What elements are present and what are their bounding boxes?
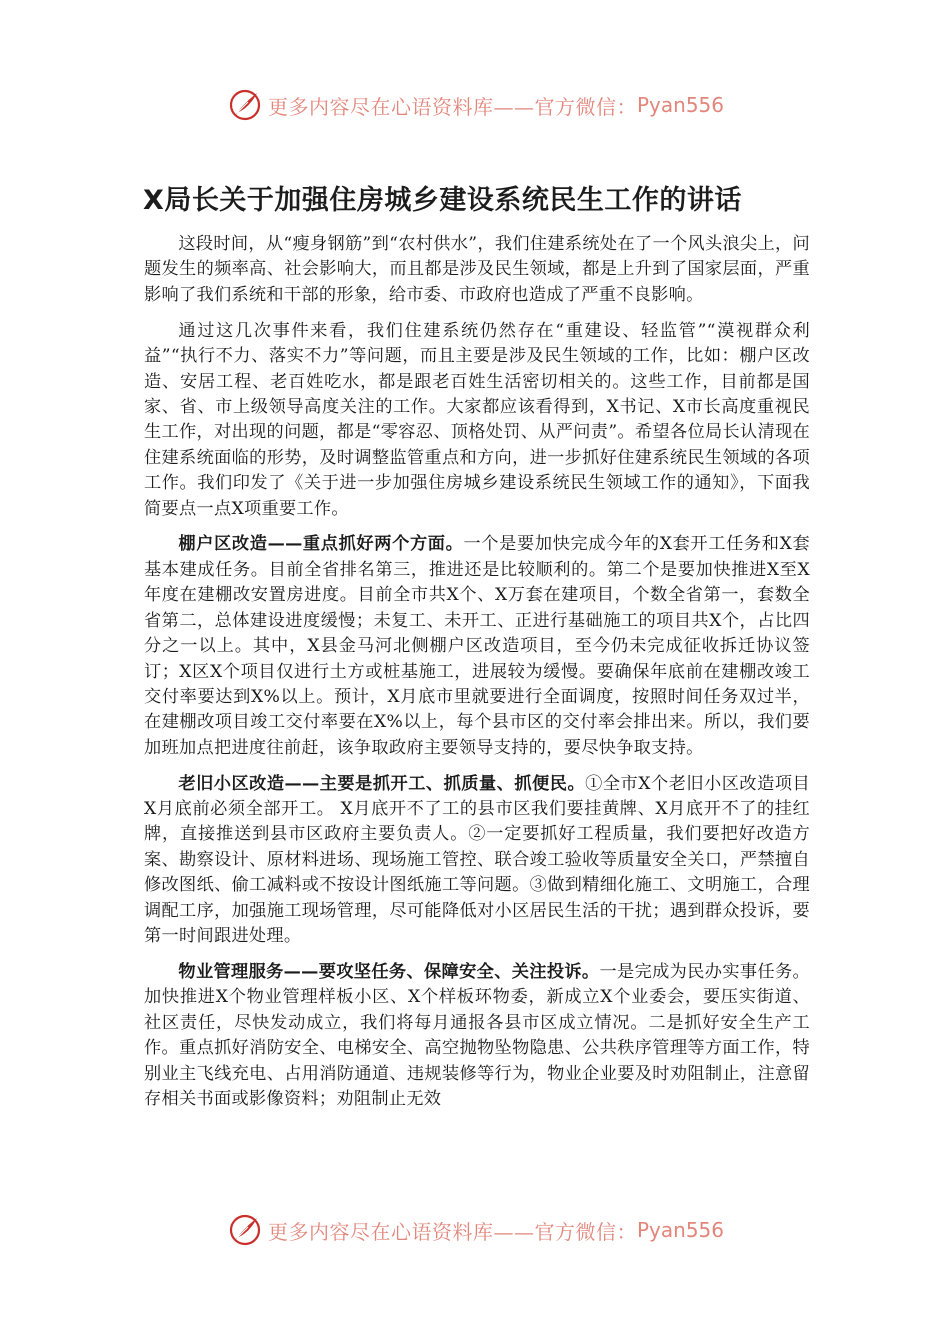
- banner-wechat-id: Pyan556: [637, 93, 725, 117]
- paragraph-text: 通过这几次事件来看，我们住建系统仍然存在“重建设、轻监管”“漠视群众利益”“执行不力、落实不力”等问题，而且主要是涉及民生领域的工作，比如：棚户区改造、安居工程、老百姓吃水，都是跟老百姓生活密切相关的。这些工作，目前都是国家、省、市上级领导高度关注的工作。大家都应该看得到，X书记、X市长高度重视民生工作，对出现的问题，都是“零容忍、顶格处罚、从严问责”。希望各位局长认清现在住建系统面临的形势，及时调整监管重点和方向，进一步抓好住建系统民生领域的各项工作。我们印发了《关于进一步加强住房城乡建设系统民生领域工作的通知》，下面我简要点一点X项重要工作。: [144, 320, 810, 519]
- paragraph-text: 一个是要加快完成今年的X套开工任务和X套基本建成任务。目前全省排名第三，推进还是比较顺利的。第二个是要加快推进X至X年度在建棚改安置房进度。目前全市共X个、X万套在建项目，个数全省第一，套数全省第二，总体建设进度缓慢；未复工、未开工、正进行基础施工的项目共X个，占比四分之一以上。其中，X县金马河北侧棚户区改造项目，至今仍未完成征收拆迁协议签订；X区X个项目仅进行土方或桩基施工，进展较为缓慢。要确保年底前在建棚改竣工交付率要达到X%以上。预计，X月底市里就要进行全面调度，按照时间任务双过半，在建棚改项目竣工交付率要在X%以上，每个县市区的交付率会排出来。所以，我们要加班加点把进度往前赶，该争取政府主要领导支持的，要尽快争取支持。: [144, 534, 810, 758]
- paragraph-lead: 棚户区改造——重点抓好两个方面。: [178, 534, 464, 555]
- paragraph-text: 这段时间，从“瘦身钢筋”到“农村供水”，我们住建系统处在了一个风头浪尖上，问题发生的频率高、社会影响大，而且都是涉及民生领域，都是上升到了国家层面，严重影响了我们系统和干部的形象，给市委、市政府也造成了严重不良影响。: [144, 234, 810, 305]
- paragraph-lead: 老旧小区改造——主要是抓开工、抓质量、抓便民。: [178, 773, 586, 794]
- paragraph: [144, 319, 810, 522]
- document-title: X局长关于加强住房城乡建设系统民生工作的讲话: [143, 185, 742, 216]
- paragraph: [144, 232, 810, 308]
- feather-pen-logo-icon: [228, 88, 262, 122]
- feather-pen-logo-icon: [228, 1213, 262, 1247]
- paragraph: [144, 532, 810, 761]
- banner-wechat-id: Pyan556: [637, 1218, 725, 1242]
- paragraph: [144, 960, 810, 1112]
- paragraph-text: ①全市X个老旧小区改造项目X月底前必须全部开工。 X月底开不了工的县市区我们要挂黄牌、X月底开不了的挂红牌，直接推送到县市区政府主要负责人。②一定要抓好工程质量，我们要把好改造方案、勘察设计、原材料进场、现场施工管控、联合竣工验收等质量安全关口，严禁擅自修改图纸、偷工减料或不按设计图纸施工等问题。③做到精细化施工、文明施工，合理调配工序，加强施工现场管理，尽可能降低对小区居民生活的干扰；遇到群众投诉，要第一时间跟进处理。: [144, 773, 810, 947]
- footer-banner: [0, 1210, 950, 1250]
- paragraph: [144, 772, 810, 950]
- banner-text: 更多内容尽在心语资料库——官方微信：: [268, 94, 637, 119]
- paragraph-text: 一是完成为民办实事任务。加快推进X个物业管理样板小区、X个样板环物委，新成立X个业委会，要压实街道、社区责任，尽快发动成立，我们将每月通报各县市区成立情况。二是抓好安全生产工作。重点抓好消防安全、电梯安全、高空抛物坠物隐患、公共秩序管理等方面工作，特别业主飞线充电、占用消防通道、违规装修等行为，物业企业要及时劝阻制止，注意留存相关书面或影像资料；劝阻制止无效: [144, 961, 810, 1109]
- document-body: [144, 232, 810, 1123]
- paragraph-lead: 物业管理服务——要攻坚任务、保障安全、关注投诉。: [178, 961, 600, 982]
- header-banner: [0, 85, 950, 125]
- banner-text: 更多内容尽在心语资料库——官方微信：: [268, 1219, 637, 1244]
